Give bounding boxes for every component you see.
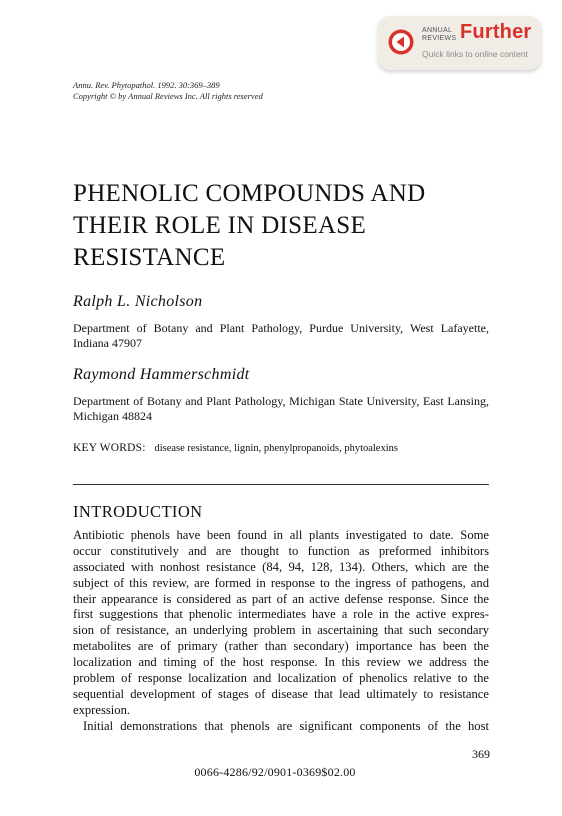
body-line: their appearance is considered as part of an active defense response. Since the	[73, 591, 489, 606]
author-affiliation: Department of Botany and Plant Pathology, Michigan State University, East Lansing, Michigan 48824	[73, 394, 489, 423]
body-line: metabolites are of primary (rather than secondary) importance has been the	[73, 639, 489, 654]
citation-line: Annu. Rev. Phytopathol. 1992. 30:369–389	[73, 80, 220, 90]
title-line: THEIR ROLE IN DISEASE	[73, 212, 367, 239]
section-heading: INTRODUCTION	[73, 502, 203, 521]
page-number: 369	[472, 747, 490, 761]
author-name: Raymond Hammerschmidt	[73, 366, 250, 383]
keywords-list: disease resistance, lignin, phenylpropanoids, phytoalexins	[154, 443, 398, 454]
section-divider	[73, 484, 489, 485]
body-line: associated with nonhost resistance (84, 94, 128, 134). Others, which are the	[73, 559, 489, 574]
title-line: RESISTANCE	[73, 244, 226, 271]
body-line: first suggestions that phenolic intermediates have a role in the active expres-	[73, 607, 489, 622]
badge-further-label: Further	[460, 21, 532, 43]
journal-header	[73, 80, 263, 102]
body-line: Initial demonstrations that phenols are significant components of the host	[83, 718, 489, 733]
author-name: Ralph L. Nicholson	[73, 293, 203, 310]
body-line: localization and timing of the host response. In this review we address the	[73, 655, 489, 670]
title-line: PHENOLIC COMPOUNDS AND	[73, 180, 426, 207]
badge-annual-reviews-label: ANNUAL REVIEWS	[422, 27, 457, 42]
body-text	[73, 528, 489, 735]
annual-reviews-further-badge[interactable]	[378, 16, 541, 70]
keywords-label: KEY WORDS:	[73, 442, 146, 454]
body-line: occur constitutively and are thought to function as preformed inhibitors	[73, 543, 489, 558]
body-line: Antibiotic phenols have been found in all plants investigated to date. Some	[73, 528, 489, 542]
play-arrow-icon	[388, 29, 414, 55]
body-line: sion of resistance, an underlying problem in ascertaining that such secondary	[73, 623, 489, 638]
body-line: problem of response localization and localization of phenolics relative to the	[73, 671, 489, 686]
author-affiliation: Department of Botany and Plant Pathology, Purdue University, West Lafayette, Indiana 47907	[73, 321, 489, 350]
article-code	[0, 765, 562, 780]
copyright-line: Copyright © by Annual Reviews Inc. All rights reserved	[73, 91, 263, 101]
body-line: subject of this review, are formed in response to the ingress of pathogens, and	[73, 575, 489, 590]
body-line: sequential development of stages of disease that lead ultimately to resistance	[73, 686, 489, 701]
badge-subtitle: Quick links to online content	[422, 49, 528, 59]
paper-title	[73, 178, 493, 274]
body-line: expression.	[73, 702, 131, 717]
keywords	[73, 442, 398, 454]
article-code-text: 0066-4286/92/0901-0369$02.00	[194, 765, 356, 779]
